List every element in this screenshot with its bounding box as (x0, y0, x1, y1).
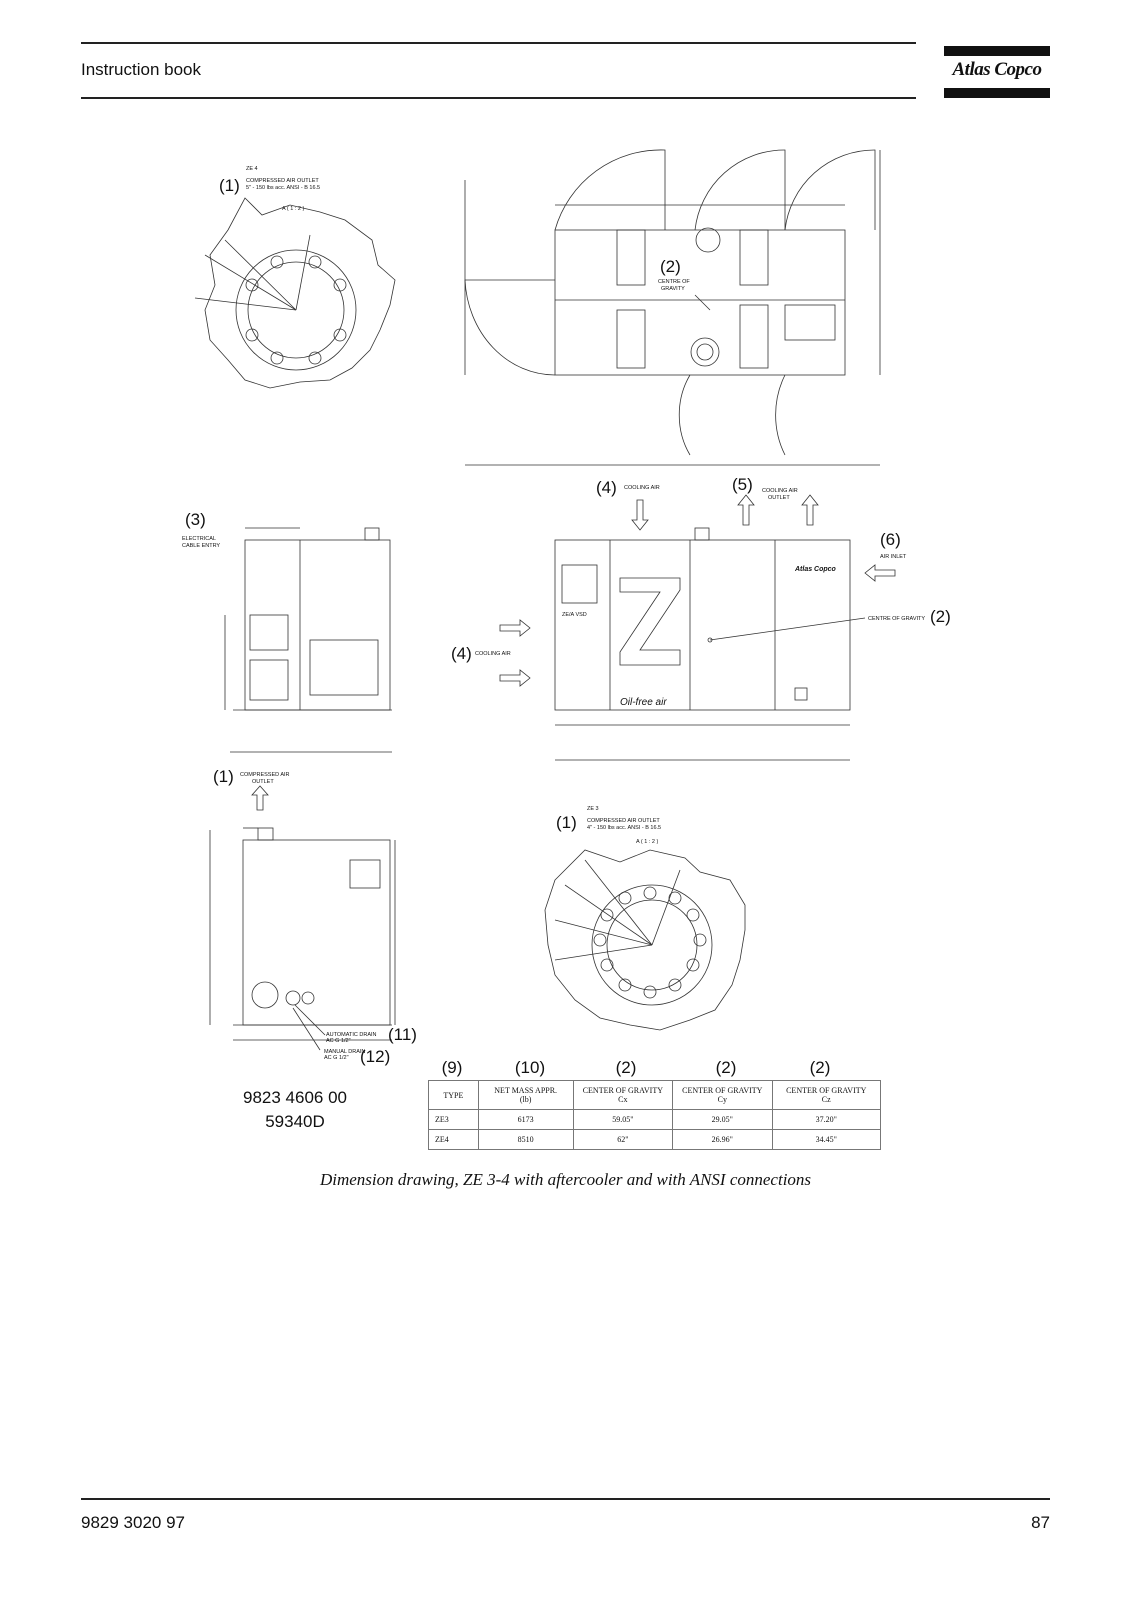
callout-1-low-text: COMPRESSED AIR OUTLET (587, 818, 660, 824)
callout-5-text1: COOLING AIR (762, 488, 798, 494)
callout-1-mid-text1: COMPRESSED AIR (240, 772, 290, 778)
callout-2-top-text1: CENTRE OF (658, 279, 690, 285)
oilfree-label: Oil-free air (620, 697, 667, 708)
machine-logo: Atlas Copco (795, 566, 836, 573)
cell-cx: 59.05" (573, 1110, 672, 1130)
callout-1-mid: (1) (213, 767, 234, 786)
cell-cz: 34.45" (772, 1130, 881, 1150)
callout-3-text2: CABLE ENTRY (182, 543, 221, 549)
callout-1-mid-text2: OUTLET (252, 779, 274, 785)
callout-1-low: (1) (556, 813, 577, 832)
callout-6-text: AIR INLET (880, 554, 907, 560)
table-header-row (429, 1081, 881, 1110)
flange-detail-ze4 (195, 198, 395, 388)
side-view (225, 528, 392, 752)
callout-12-text1: MANUAL DRAIN (324, 1049, 366, 1055)
atlas-copco-logo: Atlas Copco (944, 46, 1050, 100)
z-logo-text: Z (640, 640, 641, 641)
callout-2-mid-text: CENTRE OF GRAVITY (868, 616, 926, 622)
detail-a-label-top: A ( 1 : 2 ) (282, 206, 305, 212)
callout-11-text2: AC G 1/2" (326, 1038, 351, 1044)
callout-4-mid: (4) (451, 644, 472, 663)
header-cog-cx: CENTER OF GRAVITY Cx (573, 1081, 672, 1110)
header-cog-cz: CENTER OF GRAVITY Cz (772, 1081, 881, 1110)
cell-type: ZE3 (429, 1110, 479, 1130)
callout-3: (3) (185, 510, 206, 529)
control-panel-label: ZE/A VSD (562, 612, 587, 618)
footer-page-number: 87 (1031, 1513, 1050, 1532)
mass-cog-table (428, 1080, 881, 1150)
footer-rule (81, 1498, 1050, 1500)
front-view (555, 528, 865, 760)
callout-1-low-spec: 4" - 150 lbs acc. ANSI - B 16.5 (587, 825, 662, 831)
callout-1-top-text: COMPRESSED AIR OUTLET (246, 178, 319, 184)
table-callout-10: (10) (514, 1058, 546, 1077)
drawing-number: 9823 4606 00 (243, 1088, 347, 1107)
callout-5: (5) (732, 475, 753, 494)
table-row (429, 1130, 881, 1150)
cell-cy: 29.05" (673, 1110, 772, 1130)
cell-cz: 37.20" (772, 1110, 881, 1130)
callout-12: (12) (360, 1047, 391, 1066)
header-type: TYPE (429, 1081, 479, 1110)
cell-mass: 6173 (478, 1110, 573, 1130)
plan-view (465, 150, 880, 465)
callout-1-top: (1) (219, 176, 240, 195)
flange-model-ze3: ZE 3 (587, 806, 599, 812)
callout-2-top: (2) (660, 257, 681, 276)
cooling-air-arrows (252, 495, 895, 810)
table-callout-cy: (2) (715, 1058, 737, 1077)
callout-4-mid-text: COOLING AIR (475, 651, 511, 657)
detail-a-label-low: A ( 1 : 2 ) (636, 839, 659, 845)
callout-11-text1: AUTOMATIC DRAIN (326, 1032, 377, 1038)
cell-type: ZE4 (429, 1130, 479, 1150)
flange-detail-ze3 (545, 850, 745, 1030)
callout-11: (11) (388, 1025, 417, 1044)
header-net-mass: NET MASS APPR. (lb) (478, 1081, 573, 1110)
callout-4-top: (4) (596, 478, 617, 497)
figure-caption: Dimension drawing, ZE 3-4 with aftercooler and with ANSI connections (319, 1170, 812, 1189)
table-callout-cx: (2) (615, 1058, 637, 1077)
cell-cx: 62" (573, 1130, 672, 1150)
callout-3-text1: ELECTRICAL (182, 536, 216, 542)
table-callout-9: (9) (441, 1058, 463, 1077)
footer-doc-id: 9829 3020 97 (81, 1513, 185, 1532)
rear-view (210, 828, 395, 1050)
header-cog-cy: CENTER OF GRAVITY Cy (673, 1081, 772, 1110)
callout-2-top-text2: GRAVITY (661, 286, 685, 292)
callout-6: (6) (880, 530, 901, 549)
header-title: Instruction book (81, 60, 202, 79)
callout-4-top-text: COOLING AIR (624, 485, 660, 491)
flange-model-ze4: ZE 4 (246, 166, 258, 172)
callout-2-mid: (2) (930, 607, 951, 626)
cell-cy: 26.96" (673, 1130, 772, 1150)
table-row (429, 1110, 881, 1130)
callout-5-text2: OUTLET (768, 495, 790, 501)
cell-mass: 8510 (478, 1130, 573, 1150)
callout-1-top-spec: 5" - 150 lbs acc. ANSI - B 16.5 (246, 185, 321, 191)
table-callout-cz: (2) (809, 1058, 831, 1077)
callout-12-text2: AC G 1/2" (324, 1055, 349, 1061)
drawing-code: 59340D (265, 1112, 325, 1131)
